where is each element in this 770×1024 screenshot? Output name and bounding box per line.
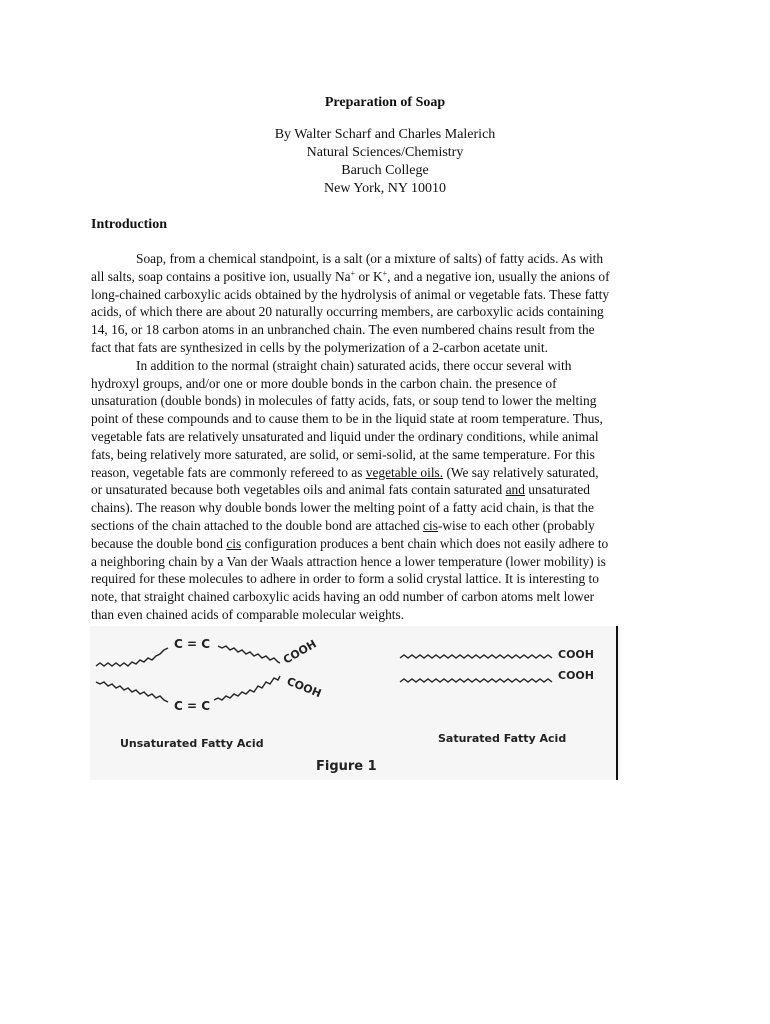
underlined-term: vegetable oils. bbox=[365, 464, 444, 480]
paragraph-line: a neighboring chain by a Van der Waals attraction hence a lower temperature (lower mobility) is bbox=[91, 553, 606, 569]
unsaturated-fatty-acid-label: Unsaturated Fatty Acid bbox=[120, 737, 264, 750]
paragraph-line: chains). The reason why double bonds lower the melting point of a fatty acid chain, is that the bbox=[91, 500, 594, 516]
unsaturated-chain-upper-left bbox=[96, 648, 168, 666]
address-line: New York, NY 10010 bbox=[324, 181, 446, 196]
text-run: or K bbox=[355, 268, 383, 284]
text-run: or unsaturated because both vegetables oils and animal fats contain saturated bbox=[91, 482, 506, 498]
author-line: By Walter Scharf and Charles Malerich bbox=[274, 127, 496, 142]
paragraph-line: vegetable fats are relatively unsaturated and liquid under the ordinary conditions, while animal bbox=[91, 428, 599, 444]
paragraph-line: note, that straight chained carboxylic acids having an odd number of carbon atoms melt lower bbox=[91, 589, 595, 605]
cooh-label: COOH bbox=[558, 648, 594, 661]
author-block bbox=[0, 126, 770, 198]
superscript: + bbox=[350, 268, 356, 278]
document-title: Preparation of Soap bbox=[324, 95, 446, 110]
text-run: configuration produces a bent chain which does not easily adhere to bbox=[241, 535, 609, 551]
paragraph-line: unsaturation (double bonds) in molecules of fatty acids, fats, or soup tend to lower the melting bbox=[91, 393, 597, 409]
paragraph-line: Soap, from a chemical standpoint, is a salt (or a mixture of salts) of fatty acids. As with bbox=[136, 251, 604, 266]
superscript: + bbox=[382, 268, 388, 278]
paragraph-line: hydroxyl groups, and/or one or more double bonds in the carbon chain. the presence of bbox=[91, 375, 557, 391]
section-heading: Introduction bbox=[91, 217, 167, 232]
paragraph-line: In addition to the normal (straight chain) saturated acids, there occur several with bbox=[136, 357, 572, 373]
saturated-fatty-acid-label: Saturated Fatty Acid bbox=[438, 732, 567, 745]
department-line: Natural Sciences/Chemistry bbox=[306, 145, 464, 160]
institution-line: Baruch College bbox=[341, 163, 429, 178]
paragraph-line: than even chained acids of comparable molecular weights. bbox=[91, 606, 405, 622]
text-run: , and a negative ion, usually the anions of bbox=[387, 268, 610, 284]
text-run: all salts, soap contains a positive ion, usually Na bbox=[91, 268, 351, 284]
fatty-acid-diagram bbox=[90, 626, 620, 780]
cooh-label: COOH bbox=[281, 637, 319, 667]
paragraph-line bbox=[91, 268, 679, 286]
text-run: reason, vegetable fats are commonly refereed to as bbox=[91, 464, 366, 480]
underlined-term: cis bbox=[226, 535, 242, 551]
text-run: (We say relatively saturated, bbox=[443, 464, 599, 480]
figure-border-line bbox=[616, 626, 618, 780]
paragraph-line: 14, 16, or 18 carbon atoms in an unbranched chain. The even numbered chains result from the bbox=[91, 322, 595, 338]
underlined-term: and bbox=[505, 482, 525, 498]
paragraph-line: long-chained carboxylic acids obtained by the hydrolysis of animal or vegetable fats. These fatty bbox=[91, 286, 610, 302]
double-bond-label-top: C = C bbox=[174, 637, 211, 651]
paragraph-line: fats, being relatively more saturated, are solid, or semi-solid, at the same temperature. For this bbox=[91, 446, 595, 462]
unsaturated-chain-lower-right bbox=[214, 676, 280, 700]
figure-caption: Figure 1 bbox=[316, 759, 377, 774]
paragraph-line: point of these compounds and to cause them to be in the liquid state at room temperature. Thus, bbox=[91, 411, 603, 427]
underlined-term: cis bbox=[423, 517, 438, 533]
paragraph-line bbox=[91, 464, 679, 482]
paragraph-line bbox=[91, 481, 679, 499]
saturated-chain-1 bbox=[400, 655, 552, 658]
unsaturated-chain-lower-left bbox=[96, 682, 168, 702]
cooh-label: COOH bbox=[284, 674, 324, 701]
text-run: -wise to each other (probably bbox=[437, 517, 595, 533]
paragraph-line: acids, of which there are about 20 naturally occurring members, are carboxylic acids containing bbox=[91, 304, 604, 320]
text-run: because the double bond bbox=[91, 535, 227, 551]
saturated-chain-2 bbox=[400, 679, 552, 682]
unsaturated-chain-upper-right bbox=[218, 646, 280, 663]
paragraph-line: required for these molecules to adhere in order to form a solid crystal lattice. It is interesting to bbox=[91, 571, 599, 587]
cooh-label: COOH bbox=[558, 669, 594, 682]
paragraph-line: fact that fats are synthesized in cells by the polymerization of a 2-carbon acetate unit. bbox=[91, 339, 548, 355]
paragraph-line bbox=[91, 517, 679, 535]
double-bond-label-bottom: C = C bbox=[174, 699, 211, 713]
figure-1 bbox=[90, 626, 620, 780]
text-run: unsaturated bbox=[524, 482, 591, 498]
paragraph-line bbox=[91, 535, 679, 553]
introduction-body bbox=[91, 250, 679, 624]
text-run: sections of the chain attached to the double bond are attached bbox=[91, 517, 424, 533]
